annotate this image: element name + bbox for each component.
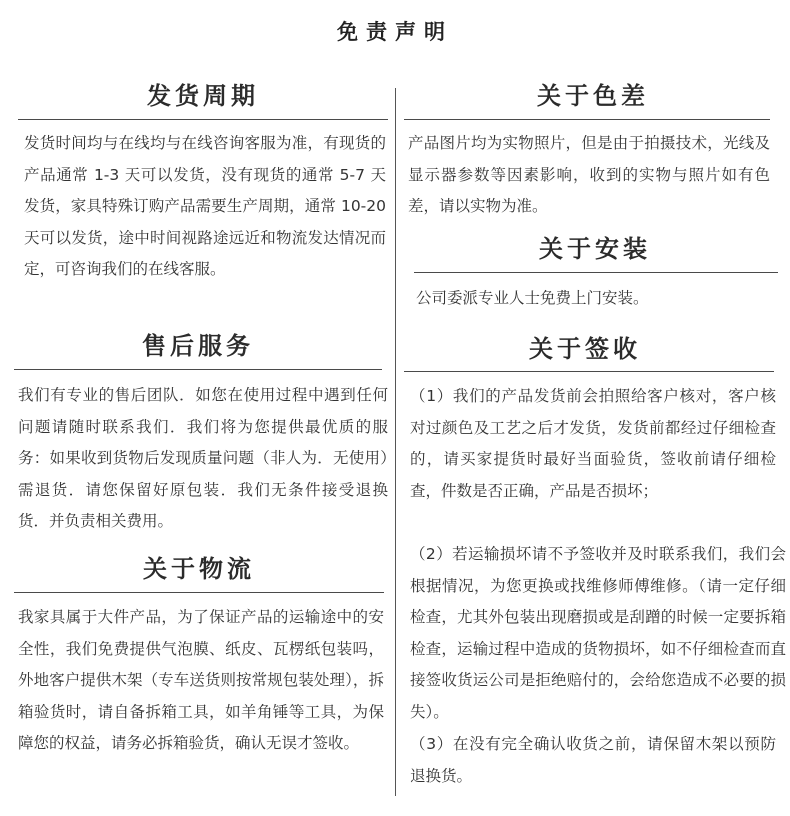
- installation-rule: [414, 272, 778, 273]
- logistics-rule: [14, 592, 384, 593]
- after-sales-heading: 售后服务: [142, 331, 254, 360]
- color-rule: [404, 119, 770, 120]
- shipping-rule: [18, 119, 388, 120]
- color-body: 产品图片均为实物照片，但是由于拍摄技术，光线及显示器参数等因素影响，收到的实物与照片如有色差，请以实物为准。: [408, 134, 770, 215]
- logistics-heading: 关于物流: [143, 554, 255, 583]
- page-title: 免责声明: [337, 19, 453, 44]
- column-divider: [395, 88, 396, 796]
- receipt-item-3: （3）在没有完全确认收货之前，请保留木架以预防退换货。: [410, 735, 776, 785]
- shipping-body: 发货时间均与在线均与在线咨询客服为准，有现货的产品通常 1-3 天可以发货，没有现货的通常 5-7 天发货，家具特殊订购产品需要生产周期，通常 10-20 天可以发货，途中时间视路途远近和物流发达情况而定，可咨询我们的在线客服。: [24, 134, 386, 278]
- after-sales-body: 我们有专业的售后团队．如您在使用过程中遇到任何问题请随时联系我们．我们将为您提供最优质的服务：如果收到货物后发现质量问题（非人为．无使用）需退货．请您保留好原包装．我们无条件接受退换货．并负责相关费用。: [18, 386, 388, 530]
- receipt-rule: [404, 371, 774, 372]
- installation-heading: 关于安装: [539, 234, 651, 263]
- receipt-item-1: （1）我们的产品发货前会拍照给客户核对，客户核对过颜色及工艺之后才发货，发货前都经过仔细检查的，请买家提货时最好当面验货，签收前请仔细检查，件数是否正确，产品是否损坏；: [410, 387, 776, 500]
- after-sales-rule: [14, 369, 382, 370]
- installation-body: 公司委派专业人士免费上门安装。: [416, 289, 649, 307]
- color-heading: 关于色差: [537, 81, 649, 110]
- shipping-heading: 发货周期: [147, 81, 259, 110]
- receipt-heading: 关于签收: [529, 334, 641, 363]
- logistics-body: 我家具属于大件产品，为了保证产品的运输途中的安全性，我们免费提供气泡膜、纸皮、瓦楞纸包装吗，外地客户提供木架（专车送货则按常规包装处理），拆箱验货时，请自备拆箱工具，如羊角锤等工具，为保障您的权益，请务必拆箱验货，确认无误才签收。: [18, 608, 384, 752]
- receipt-item-2: （2）若运输损坏请不予签收并及时联系我们，我们会根据情况，为您更换或找维修师傅维修。（请一定仔细检查，尤其外包装出现磨损或是刮蹭的时候一定要拆箱检查，运输过程中造成的货物损坏，如不仔细检查而直接签收货运公司是拒绝赔付的，会给您造成不必要的损失）。: [410, 545, 786, 721]
